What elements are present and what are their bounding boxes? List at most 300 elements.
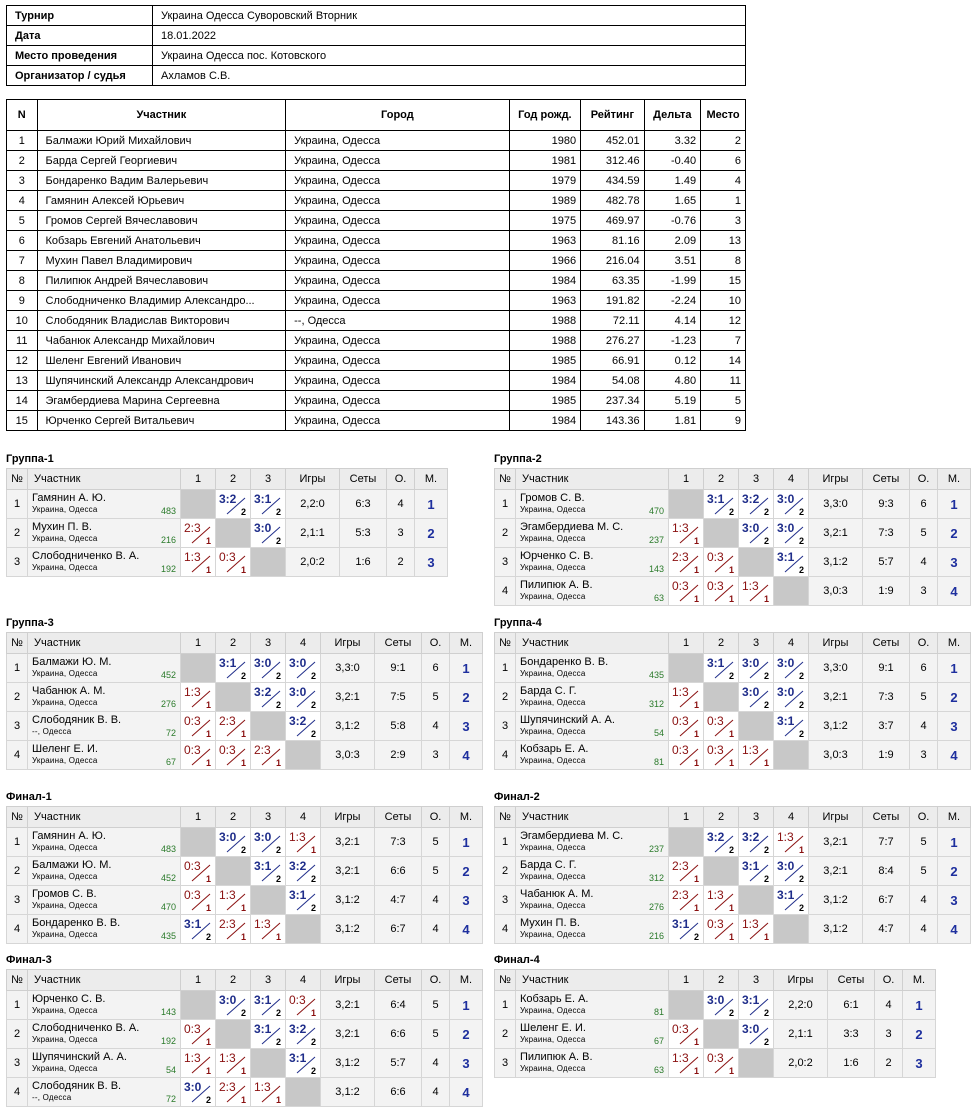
player-cell bbox=[28, 490, 181, 519]
match-score: 3:0 bbox=[707, 993, 725, 1007]
match-score: 3:1 bbox=[777, 550, 795, 564]
player-name: Кобзарь Е. А. bbox=[520, 743, 589, 755]
self-cell bbox=[704, 519, 739, 548]
col-header-number: N bbox=[7, 100, 38, 131]
player-name: Бондаренко В. В. bbox=[520, 656, 609, 668]
player-games: 3,2:1 bbox=[809, 683, 863, 712]
match-score: 2:3 bbox=[672, 859, 689, 873]
player-place bbox=[938, 828, 971, 857]
match-points: 1 bbox=[240, 758, 246, 768]
player-name: Слободниченко В. А. bbox=[32, 550, 140, 562]
col-participant: Участник bbox=[516, 469, 669, 490]
col-opponent-1: 1 bbox=[669, 807, 704, 828]
group-player-row bbox=[495, 915, 971, 944]
player-cell bbox=[516, 683, 669, 712]
match-points: 2 bbox=[728, 845, 734, 855]
match-result-cell bbox=[216, 915, 251, 944]
match-points: 1 bbox=[728, 594, 734, 604]
player-rating: 81 bbox=[653, 1007, 664, 1017]
player-rating: 81 bbox=[653, 757, 664, 767]
player-rating: 72 bbox=[165, 728, 176, 738]
player-number: 2 bbox=[495, 683, 516, 712]
match-result-cell bbox=[216, 548, 251, 577]
player-games: 3,1:2 bbox=[321, 886, 375, 915]
participant-birth-year: 1975 bbox=[509, 211, 581, 231]
group-player-row bbox=[495, 548, 971, 577]
participant-place: 12 bbox=[701, 311, 746, 331]
match-score: 1:3 bbox=[672, 1051, 689, 1065]
match-result-cell bbox=[286, 1049, 321, 1078]
player-sets: 6:3 bbox=[340, 490, 387, 519]
player-sets: 7:5 bbox=[375, 683, 422, 712]
participant-rating: 434.59 bbox=[581, 171, 644, 191]
player-sets: 7:3 bbox=[863, 683, 910, 712]
group-player-row bbox=[7, 654, 483, 683]
player-sets: 9:3 bbox=[863, 490, 910, 519]
player-rating: 312 bbox=[648, 699, 664, 709]
match-score: 1:3 bbox=[184, 685, 201, 699]
match-result-cell bbox=[181, 1078, 216, 1107]
match-result-cell bbox=[216, 1049, 251, 1078]
player-rating: 237 bbox=[648, 535, 664, 545]
player-points: 5 bbox=[910, 857, 938, 886]
participant-birth-year: 1984 bbox=[509, 371, 581, 391]
col-games: Игры bbox=[809, 807, 863, 828]
group-table bbox=[6, 969, 483, 1107]
match-score: 3:1 bbox=[672, 917, 690, 931]
match-result-cell bbox=[669, 683, 704, 712]
match-points: 1 bbox=[693, 1066, 699, 1076]
col-sets: Сеты bbox=[863, 633, 910, 654]
match-result-cell bbox=[181, 683, 216, 712]
player-rating: 276 bbox=[648, 902, 664, 912]
match-result-cell bbox=[216, 741, 251, 770]
player-rating: 483 bbox=[160, 506, 176, 516]
match-points: 1 bbox=[310, 845, 316, 855]
participant-row bbox=[7, 251, 746, 271]
player-points: 4 bbox=[910, 915, 938, 944]
player-place bbox=[450, 886, 483, 915]
match-result-cell bbox=[251, 991, 286, 1020]
match-result-cell bbox=[669, 712, 704, 741]
match-result-cell bbox=[216, 828, 251, 857]
group-header-row bbox=[7, 469, 448, 490]
match-points: 1 bbox=[310, 1008, 316, 1018]
self-cell bbox=[286, 915, 321, 944]
match-score: 0:3 bbox=[184, 1022, 201, 1036]
match-points: 1 bbox=[693, 758, 699, 768]
player-name: Чабанюк А. М. bbox=[32, 685, 106, 697]
player-number: 2 bbox=[495, 519, 516, 548]
participant-row bbox=[7, 391, 746, 411]
col-sets: Сеты bbox=[340, 469, 387, 490]
col-games: Игры bbox=[286, 469, 340, 490]
col-participant: Участник bbox=[28, 633, 181, 654]
participant-birth-year: 1984 bbox=[509, 271, 581, 291]
match-points: 1 bbox=[205, 729, 211, 739]
group-header-row bbox=[495, 807, 971, 828]
player-number: 3 bbox=[495, 886, 516, 915]
player-points: 5 bbox=[422, 991, 450, 1020]
match-score: 0:3 bbox=[219, 550, 236, 564]
player-rating: 435 bbox=[648, 670, 664, 680]
player-name: Эгамбердиева М. С. bbox=[520, 521, 624, 533]
player-name: Барда С. Г. bbox=[520, 859, 577, 871]
participant-row bbox=[7, 311, 746, 331]
player-place-value: 2 bbox=[915, 1026, 923, 1042]
group-player-row bbox=[495, 886, 971, 915]
player-city: --, Одесса bbox=[32, 727, 72, 736]
info-label: Организатор / судья bbox=[7, 66, 153, 86]
group-player-row bbox=[7, 1020, 483, 1049]
col-opponent-1: 1 bbox=[181, 469, 216, 490]
match-score: 1:3 bbox=[289, 830, 306, 844]
match-result-cell bbox=[286, 857, 321, 886]
participant-delta: 4.80 bbox=[644, 371, 701, 391]
match-score: 3:1 bbox=[742, 859, 760, 873]
player-games: 3,1:2 bbox=[321, 1078, 375, 1107]
player-cell bbox=[516, 1049, 669, 1078]
self-cell bbox=[739, 1049, 774, 1078]
player-rating: 143 bbox=[648, 564, 664, 574]
match-points: 2 bbox=[728, 671, 734, 681]
col-opponent-3: 3 bbox=[739, 633, 774, 654]
info-value: Украина Одесса пос. Котовского bbox=[153, 46, 746, 66]
col-games: Игры bbox=[809, 469, 863, 490]
player-games: 2,2:0 bbox=[774, 991, 828, 1020]
player-number: 2 bbox=[495, 1020, 516, 1049]
participant-number: 15 bbox=[7, 411, 38, 431]
col-points: О. bbox=[422, 633, 450, 654]
match-score: 3:1 bbox=[254, 1022, 272, 1036]
match-points: 1 bbox=[240, 1095, 246, 1105]
player-points: 4 bbox=[422, 1078, 450, 1107]
match-score: 3:1 bbox=[254, 492, 272, 506]
match-score: 3:1 bbox=[289, 888, 307, 902]
group-player-row bbox=[495, 577, 971, 606]
self-cell bbox=[739, 712, 774, 741]
player-place bbox=[450, 683, 483, 712]
match-points: 2 bbox=[275, 1008, 281, 1018]
player-place-value: 4 bbox=[462, 921, 470, 937]
player-games: 3,0:3 bbox=[809, 741, 863, 770]
match-result-cell bbox=[704, 1049, 739, 1078]
match-score: 0:3 bbox=[184, 714, 201, 728]
group-4-block bbox=[494, 614, 971, 770]
player-games: 2,1:1 bbox=[774, 1020, 828, 1049]
player-number: 3 bbox=[7, 548, 28, 577]
match-score: 3:1 bbox=[219, 656, 237, 670]
self-cell bbox=[669, 490, 704, 519]
player-games: 3,3:0 bbox=[321, 654, 375, 683]
match-result-cell bbox=[251, 741, 286, 770]
col-opponent-3: 3 bbox=[739, 970, 774, 991]
participant-birth-year: 1984 bbox=[509, 411, 581, 431]
col-points: О. bbox=[910, 469, 938, 490]
match-result-cell bbox=[739, 857, 774, 886]
player-rating: 216 bbox=[648, 931, 664, 941]
player-points: 4 bbox=[422, 915, 450, 944]
match-points: 1 bbox=[240, 903, 246, 913]
participant-place: 10 bbox=[701, 291, 746, 311]
participant-name: Слободниченко Владимир Александро... bbox=[37, 291, 286, 311]
player-place bbox=[450, 1049, 483, 1078]
player-games: 3,2:1 bbox=[321, 857, 375, 886]
col-opponent-1: 1 bbox=[669, 469, 704, 490]
match-result-cell bbox=[251, 490, 286, 519]
match-result-cell bbox=[739, 915, 774, 944]
group-player-row bbox=[495, 1049, 936, 1078]
player-points: 5 bbox=[422, 857, 450, 886]
match-points: 2 bbox=[763, 845, 769, 855]
match-score: 1:3 bbox=[777, 830, 794, 844]
match-score: 3:0 bbox=[777, 859, 795, 873]
participant-delta: 2.09 bbox=[644, 231, 701, 251]
player-rating: 67 bbox=[653, 1036, 664, 1046]
match-score: 3:0 bbox=[289, 685, 307, 699]
player-sets: 6:6 bbox=[375, 1020, 422, 1049]
match-score: 3:1 bbox=[777, 888, 795, 902]
match-score: 3:2 bbox=[289, 859, 307, 873]
player-cell bbox=[516, 991, 669, 1020]
participant-place: 13 bbox=[701, 231, 746, 251]
match-points: 1 bbox=[693, 700, 699, 710]
match-points: 2 bbox=[763, 507, 769, 517]
match-result-cell bbox=[739, 519, 774, 548]
group-header-row bbox=[7, 807, 483, 828]
player-points: 5 bbox=[422, 683, 450, 712]
player-city: Украина, Одесса bbox=[32, 1064, 98, 1073]
group-table bbox=[494, 806, 971, 944]
participant-city: Украина, Одесса bbox=[286, 251, 510, 271]
player-games: 3,1:2 bbox=[809, 886, 863, 915]
participant-place: 5 bbox=[701, 391, 746, 411]
match-result-cell bbox=[669, 1020, 704, 1049]
player-games: 3,0:3 bbox=[809, 577, 863, 606]
player-name: Шупячинский А. А. bbox=[520, 714, 615, 726]
group-player-row bbox=[495, 1020, 936, 1049]
participant-birth-year: 1985 bbox=[509, 351, 581, 371]
player-name: Шеленг Е. И. bbox=[32, 743, 98, 755]
col-points: О. bbox=[910, 633, 938, 654]
self-cell bbox=[181, 654, 216, 683]
self-cell bbox=[739, 548, 774, 577]
player-games: 3,1:2 bbox=[809, 915, 863, 944]
player-name: Мухин П. В. bbox=[32, 521, 92, 533]
match-score: 0:3 bbox=[707, 714, 724, 728]
participant-place: 9 bbox=[701, 411, 746, 431]
col-points: О. bbox=[422, 970, 450, 991]
match-score: 1:3 bbox=[254, 917, 271, 931]
player-place bbox=[938, 741, 971, 770]
match-points: 2 bbox=[728, 507, 734, 517]
participant-place: 15 bbox=[701, 271, 746, 291]
player-number: 1 bbox=[495, 828, 516, 857]
participant-city: Украина, Одесса bbox=[286, 271, 510, 291]
participant-rating: 143.36 bbox=[581, 411, 644, 431]
participant-rating: 276.27 bbox=[581, 331, 644, 351]
col-header-place: Место bbox=[701, 100, 746, 131]
player-cell bbox=[516, 548, 669, 577]
match-result-cell bbox=[704, 577, 739, 606]
match-result-cell bbox=[739, 741, 774, 770]
player-points: 4 bbox=[422, 712, 450, 741]
group-table bbox=[494, 632, 971, 770]
match-points: 1 bbox=[728, 932, 734, 942]
participant-place: 2 bbox=[701, 131, 746, 151]
player-sets: 7:3 bbox=[863, 519, 910, 548]
participant-name: Юрченко Сергей Витальевич bbox=[37, 411, 286, 431]
player-points: 4 bbox=[910, 548, 938, 577]
match-score: 2:3 bbox=[672, 888, 689, 902]
col-opponent-1: 1 bbox=[181, 807, 216, 828]
match-result-cell bbox=[704, 548, 739, 577]
player-place bbox=[938, 857, 971, 886]
player-city: Украина, Одесса bbox=[32, 930, 98, 939]
participant-place: 4 bbox=[701, 171, 746, 191]
participant-city: Украина, Одесса bbox=[286, 211, 510, 231]
player-cell bbox=[28, 991, 181, 1020]
participant-name: Шеленг Евгений Иванович bbox=[37, 351, 286, 371]
col-points: О. bbox=[910, 807, 938, 828]
col-place: М. bbox=[450, 807, 483, 828]
player-points: 5 bbox=[422, 828, 450, 857]
match-points: 2 bbox=[240, 671, 246, 681]
match-score: 3:2 bbox=[707, 830, 725, 844]
participant-city: Украина, Одесса bbox=[286, 291, 510, 311]
player-place-value: 2 bbox=[427, 525, 435, 541]
match-points: 2 bbox=[763, 1008, 769, 1018]
player-number: 1 bbox=[495, 490, 516, 519]
participant-birth-year: 1966 bbox=[509, 251, 581, 271]
player-number: 1 bbox=[7, 828, 28, 857]
player-city: Украина, Одесса bbox=[520, 1064, 586, 1073]
match-points: 2 bbox=[310, 903, 316, 913]
player-name: Кобзарь Е. А. bbox=[520, 993, 589, 1005]
col-opponent-2: 2 bbox=[704, 970, 739, 991]
group-player-row bbox=[495, 654, 971, 683]
participant-number: 9 bbox=[7, 291, 38, 311]
participant-name: Гамянин Алексей Юрьевич bbox=[37, 191, 286, 211]
participant-row bbox=[7, 351, 746, 371]
player-sets: 7:3 bbox=[375, 828, 422, 857]
col-opponent-2: 2 bbox=[216, 469, 251, 490]
match-score: 2:3 bbox=[219, 714, 236, 728]
match-result-cell bbox=[251, 654, 286, 683]
col-opponent-3: 3 bbox=[251, 970, 286, 991]
match-result-cell bbox=[181, 857, 216, 886]
col-opponent-2: 2 bbox=[704, 633, 739, 654]
match-result-cell bbox=[774, 548, 809, 577]
group-title: Финал-3 bbox=[6, 954, 52, 966]
participant-delta: -2.24 bbox=[644, 291, 701, 311]
match-result-cell bbox=[251, 1078, 286, 1107]
player-place bbox=[903, 1020, 936, 1049]
player-place-value: 3 bbox=[462, 1055, 470, 1071]
participant-delta: 1.49 bbox=[644, 171, 701, 191]
player-place bbox=[450, 712, 483, 741]
player-place bbox=[938, 577, 971, 606]
match-score: 3:1 bbox=[707, 492, 725, 506]
group-2-block bbox=[494, 450, 971, 606]
player-name: Громов С. В. bbox=[520, 492, 585, 504]
participant-name: Барда Сергей Георгиевич bbox=[37, 151, 286, 171]
player-points: 2 bbox=[875, 1049, 903, 1078]
player-games: 3,3:0 bbox=[809, 490, 863, 519]
match-points: 2 bbox=[693, 932, 699, 942]
player-games: 3,1:2 bbox=[809, 712, 863, 741]
self-cell bbox=[181, 991, 216, 1020]
match-result-cell bbox=[704, 915, 739, 944]
col-participant: Участник bbox=[516, 970, 669, 991]
participant-name: Балмажи Юрий Михайлович bbox=[37, 131, 286, 151]
info-value: 18.01.2022 bbox=[153, 26, 746, 46]
participant-rating: 81.16 bbox=[581, 231, 644, 251]
participant-birth-year: 1981 bbox=[509, 151, 581, 171]
player-rating: 483 bbox=[160, 844, 176, 854]
col-num: № bbox=[495, 469, 516, 490]
col-num: № bbox=[7, 807, 28, 828]
player-place-value: 1 bbox=[915, 997, 923, 1013]
group-table bbox=[494, 969, 936, 1078]
match-points: 1 bbox=[275, 932, 281, 942]
player-points: 4 bbox=[387, 490, 415, 519]
participant-city: --, Одесса bbox=[286, 311, 510, 331]
player-cell bbox=[28, 886, 181, 915]
match-points: 1 bbox=[693, 1037, 699, 1047]
self-cell bbox=[286, 741, 321, 770]
match-result-cell bbox=[216, 490, 251, 519]
player-city: --, Одесса bbox=[32, 1093, 72, 1102]
player-points: 3 bbox=[910, 741, 938, 770]
match-score: 1:3 bbox=[219, 888, 236, 902]
player-rating: 216 bbox=[160, 535, 176, 545]
player-city: Украина, Одесса bbox=[32, 872, 98, 881]
participant-birth-year: 1988 bbox=[509, 331, 581, 351]
participant-rating: 452.01 bbox=[581, 131, 644, 151]
player-points: 5 bbox=[910, 828, 938, 857]
match-score: 1:3 bbox=[707, 888, 724, 902]
player-number: 1 bbox=[7, 490, 28, 519]
info-row bbox=[7, 6, 746, 26]
participant-delta: -1.99 bbox=[644, 271, 701, 291]
participant-place: 1 bbox=[701, 191, 746, 211]
col-sets: Сеты bbox=[863, 469, 910, 490]
player-points: 6 bbox=[910, 490, 938, 519]
player-number: 3 bbox=[7, 886, 28, 915]
player-cell bbox=[28, 857, 181, 886]
match-result-cell bbox=[704, 886, 739, 915]
group-player-row bbox=[495, 683, 971, 712]
player-city: Украина, Одесса bbox=[520, 872, 586, 881]
match-points: 1 bbox=[275, 1095, 281, 1105]
player-name: Барда С. Г. bbox=[520, 685, 577, 697]
match-points: 2 bbox=[240, 1008, 246, 1018]
participant-delta: 1.65 bbox=[644, 191, 701, 211]
match-score: 3:0 bbox=[742, 656, 760, 670]
player-cell bbox=[516, 828, 669, 857]
col-participant: Участник bbox=[516, 807, 669, 828]
match-result-cell bbox=[181, 915, 216, 944]
match-result-cell bbox=[774, 683, 809, 712]
player-number: 2 bbox=[7, 519, 28, 548]
participant-birth-year: 1989 bbox=[509, 191, 581, 211]
col-opponent-2: 2 bbox=[704, 469, 739, 490]
player-sets: 4:7 bbox=[863, 915, 910, 944]
player-games: 3,2:1 bbox=[321, 828, 375, 857]
match-result-cell bbox=[774, 828, 809, 857]
info-value: Ахламов С.В. bbox=[153, 66, 746, 86]
